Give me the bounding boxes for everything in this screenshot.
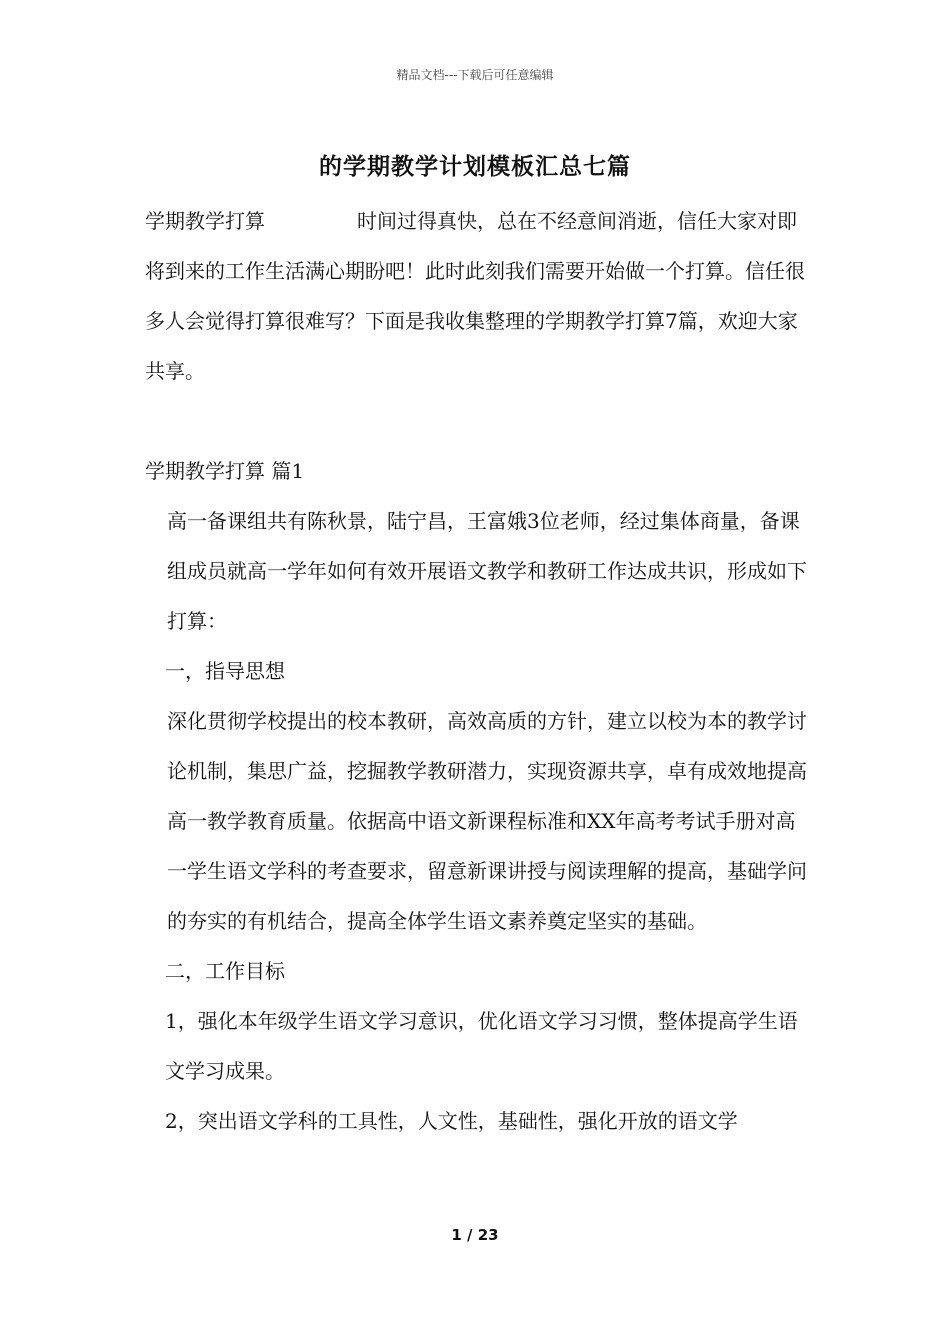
page-number: 1 / 23 xyxy=(451,1226,499,1244)
section-title: 学期教学打算 篇1 xyxy=(145,459,305,483)
paragraph-2: 深化贯彻学校提出的校本教研，高效高质的方针，建立以校为本的教学讨论机制，集思广益，挖掘教学教研潜力，实现资源共享，卓有成效地提高高一教学教育质量。依据高中语文新课程标准和XX年高考考试手册对高一学生语文学科的考查要求，留意新课讲授与阅读理解的提高，基础学问的夯实的有机结合，提高全体学生语文素养奠定坚实的基础。 xyxy=(167,709,807,933)
intro-text: 时间过得真快，总在不经意间消逝，信任大家对即将到来的工作生活满心期盼吧！此时此刻我们需要开始做一个打算。信任很多人会觉得打算很难写？下面是我收集整理的学期教学打算7篇，欢迎大家共享。 xyxy=(145,209,805,383)
intro-paragraph xyxy=(145,196,809,396)
document-title: 的学期教学计划模板汇总七篇 xyxy=(319,153,631,180)
intro-term: 学期教学打算 xyxy=(145,209,265,233)
heading-guiding-thought: 一，指导思想 xyxy=(165,659,285,683)
goal-item-1: 1，强化本年级学生语文学习意识，优化语文学习习惯，整体提高学生语文学习成果。 xyxy=(165,1009,798,1083)
header-note: 精品文档---下载后可任意编辑 xyxy=(396,68,554,82)
document-body xyxy=(145,196,809,1146)
paragraph-1: 高一备课组共有陈秋景，陆宁昌，王富娥3位老师，经过集体商量，备课组成员就高一学年如何有效开展语文教学和教研工作达成共识，形成如下打算： xyxy=(167,509,807,633)
goal-item-2: 2，突出语文学科的工具性，人文性，基础性，强化开放的语文学 xyxy=(165,1109,738,1133)
heading-work-goals: 二，工作目标 xyxy=(165,959,285,983)
